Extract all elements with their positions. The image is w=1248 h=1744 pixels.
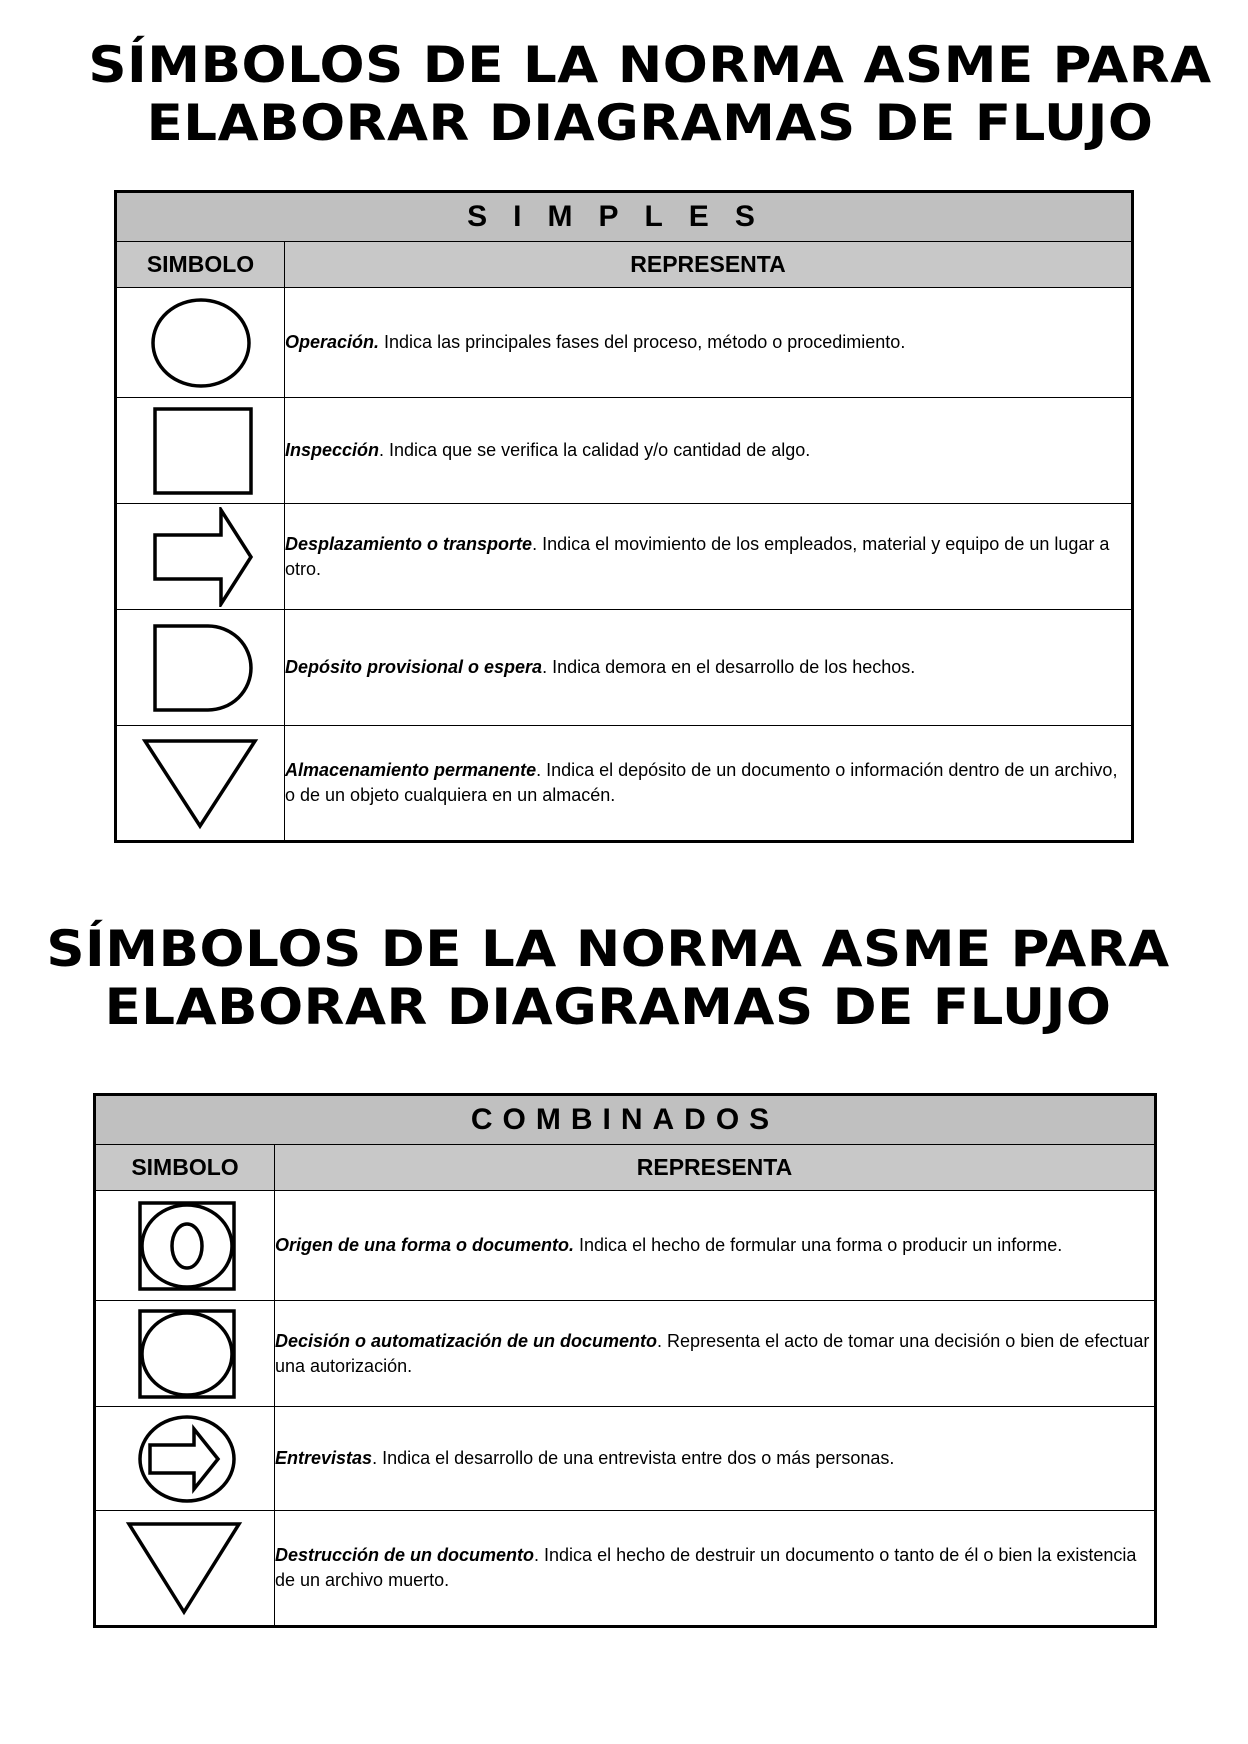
row-text: . Indica el depósito de un documento o información dentro de un archivo, o de un objeto cualquiera en un almacén. [285, 760, 1118, 805]
circle-arrow-icon [130, 1411, 240, 1507]
row-description [285, 288, 1133, 398]
row-text: . Indica el movimiento de los empleados, material y equipo de un lugar a otro. [285, 533, 1110, 579]
row-text: . Indica demora en el desarrollo de los hechos. [542, 657, 916, 677]
row-term: Operación. [285, 332, 380, 352]
row-description [275, 1191, 1156, 1301]
row-text: . Representa el acto de tomar una decisión o bien de efectuar una autorización. [275, 1330, 1150, 1376]
row-description [285, 504, 1133, 610]
title-line-2: ELABORAR DIAGRAMAS DE FLUJO [146, 94, 1154, 152]
row-description [275, 1511, 1156, 1627]
row-text: . Indica que se verifica la calidad y/o cantidad de algo. [379, 440, 811, 460]
title-line-2: ELABORAR DIAGRAMAS DE FLUJO [104, 978, 1112, 1036]
row-text: . Indica el hecho de destruir un documento o tanto de él o bien la existencia de un archivo muerto. [275, 1545, 1137, 1590]
table-row [95, 1407, 1156, 1511]
table-row [116, 398, 1133, 504]
triangle-down-icon [139, 735, 263, 831]
table-row [116, 504, 1133, 610]
row-term: Destrucción de un documento [275, 1545, 535, 1565]
row-description [285, 610, 1133, 726]
row-text: Indica las principales fases del proceso, método o procedimiento. [379, 332, 906, 352]
row-description [275, 1301, 1156, 1407]
circle-icon [146, 293, 256, 393]
row-term: Desplazamiento o transporte [285, 533, 533, 554]
table-row [116, 726, 1133, 842]
title-line-1: SÍMBOLOS DE LA NORMA ASME PARA [46, 920, 1170, 978]
row-description [275, 1407, 1156, 1511]
d-shape-icon [146, 620, 256, 716]
triangle-down-icon [123, 1518, 247, 1618]
title-line-1: SÍMBOLOS DE LA NORMA ASME PARA [88, 36, 1212, 94]
square-circle-icon [130, 1306, 240, 1402]
arrow-icon [146, 507, 256, 607]
section-title-simples: SIMPLES [116, 192, 1133, 242]
row-text: Indica el hecho de formular una forma o producir un informe. [574, 1235, 1063, 1255]
square-circle-small-circle-icon [130, 1198, 240, 1294]
combinados-table [93, 1093, 1157, 1628]
table-row [95, 1511, 1156, 1627]
row-term: Depósito provisional o espera [285, 657, 543, 677]
table-row [95, 1301, 1156, 1407]
simples-table [114, 190, 1134, 843]
table-row [116, 610, 1133, 726]
table-row [116, 288, 1133, 398]
row-description [285, 398, 1133, 504]
row-term: Origen de una forma o documento. [275, 1235, 575, 1255]
row-term: Decisión o automatización de un documento [275, 1330, 658, 1351]
page-title-combinados [25, 920, 1191, 1036]
page-title-simples [67, 36, 1233, 152]
column-header-represents: REPRESENTA [275, 1145, 1156, 1191]
column-header-symbol: SIMBOLO [116, 242, 285, 288]
row-term: Entrevistas [275, 1448, 373, 1468]
row-text: . Indica el desarrollo de una entrevista entre dos o más personas. [372, 1448, 895, 1468]
table-row [95, 1191, 1156, 1301]
section-title-combinados: COMBINADOS [95, 1095, 1156, 1145]
row-term: Inspección [285, 440, 380, 460]
column-header-symbol: SIMBOLO [95, 1145, 275, 1191]
column-header-represents: REPRESENTA [285, 242, 1133, 288]
row-term: Almacenamiento permanente [285, 760, 537, 780]
square-icon [146, 403, 256, 499]
row-description [285, 726, 1133, 842]
